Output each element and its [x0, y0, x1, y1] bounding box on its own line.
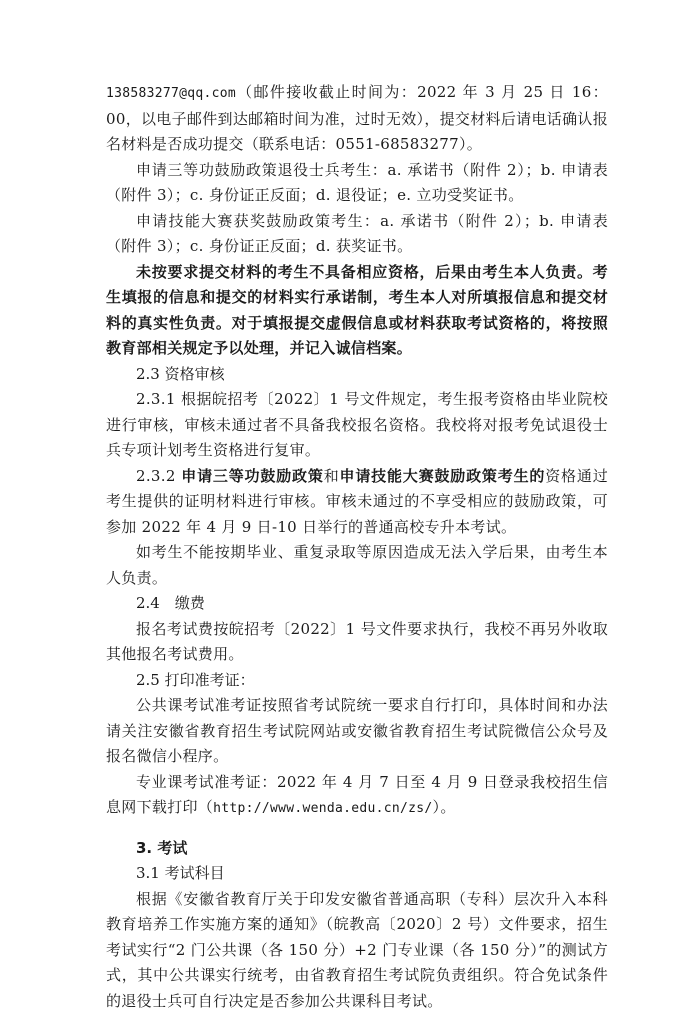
public-admission-ticket: 公共课考试准考证按照省考试院统一要求自行打印，具体时间和办法请关注安徽省教育招生考试院网站或安徽省教育招生考试院微信公众号及报名微信小程序。: [106, 693, 608, 770]
section-2-4-text: 报名考试费按皖招考〔2022〕1 号文件要求执行，我校不再另外收取其他报名考试费用。: [106, 617, 608, 668]
major-admission-ticket: [106, 770, 608, 822]
skill-award-materials: 申请技能大赛获奖鼓励政策考生：a. 承诺书（附件 2）；b. 申请表（附件 3）；c. 身份证正反面；d. 获奖证书。: [106, 209, 608, 260]
email-submission-paragraph: [106, 80, 608, 158]
merit-vets-materials: 申请三等功鼓励政策退役士兵考生：a. 承诺书（附件 2）；b. 申请表（附件 3）；c. 身份证正反面；d. 退役证；e. 立功受奖证书。: [106, 158, 608, 209]
section-3-heading: 3. 考试: [106, 836, 608, 862]
section-2-3-2-number: 2.3.2: [136, 467, 176, 485]
email-address: 138583277@qq.com: [106, 86, 236, 101]
and-word: 和: [324, 467, 340, 485]
admissions-url-link[interactable]: http://www.wenda.edu.cn/zs/: [213, 801, 432, 816]
major-ticket-text: 专业课考试准考证：2022 年 4 月 7 日至 4 月 9 日登录我校招生信息网下载打印（: [106, 773, 608, 817]
email-deadline-text: （邮件接收截止时间为：2022 年 3 月 25 日 16：00，以电子邮件到达邮箱时间为准，过时无效），提交材料后请电话确认报名材料是否成功提交（联系电话：0551-68583277）。: [106, 83, 608, 153]
section-2-3-note: 如考生不能按期毕业、重复录取等原因造成无法入学后果，由考生本人负责。: [106, 540, 608, 591]
section-2-3-2: [106, 464, 608, 541]
exam-subjects-text: 根据《安徽省教育厅关于印发安徽省普通高职（专科）层次升入本科教育培养工作实施方案的通知》（皖教高〔2020〕2 号）文件要求，招生考试实行“2 门公共课（各 150 分）+2 门专业课（各 150 分）”的测试方式，其中公共课实行统考，由省教育招生考试院负责组织。符合免试条件的退役士兵可自行决定是否参加公共课科目考试。: [106, 887, 608, 1014]
section-2-3-1: 2.3.1 根据皖招考〔2022〕1 号文件规定，考生报考资格由毕业院校进行审核，审核未通过者不具备我校报名资格。我校将对报考免试退役士兵专项计划考生资格进行复审。: [106, 387, 608, 464]
section-2-3-2-rest: 资格通过考生提供的证明材料进行审核。审核未通过的不享受相应的鼓励政策，可参加 2022 年 4 月 9 日-10 日举行的普通高校专升本考试。: [106, 467, 608, 536]
integrity-warning: 未按要求提交材料的考生不具备相应资格，后果由考生本人负责。考生填报的信息和提交的材料实行承诺制，考生本人对所填报信息和提交材料的真实性负责。对于填报提交虚假信息或材料获取考试资格的，将按照教育部相关规定予以处理，并记入诚信档案。: [106, 260, 608, 362]
merit-policy-term: 申请三等功鼓励政策: [181, 467, 323, 485]
section-2-3-heading: 2.3 资格审核: [106, 362, 608, 388]
section-3-1-heading: 3.1 考试科目: [106, 861, 608, 887]
section-2-4-heading: 2.4 缴费: [106, 591, 608, 617]
skill-policy-term: 申请技能大赛鼓励政策考生的: [340, 467, 546, 485]
section-2-5-heading: 2.5 打印准考证：: [106, 668, 608, 694]
major-ticket-end: ）。: [433, 798, 456, 816]
